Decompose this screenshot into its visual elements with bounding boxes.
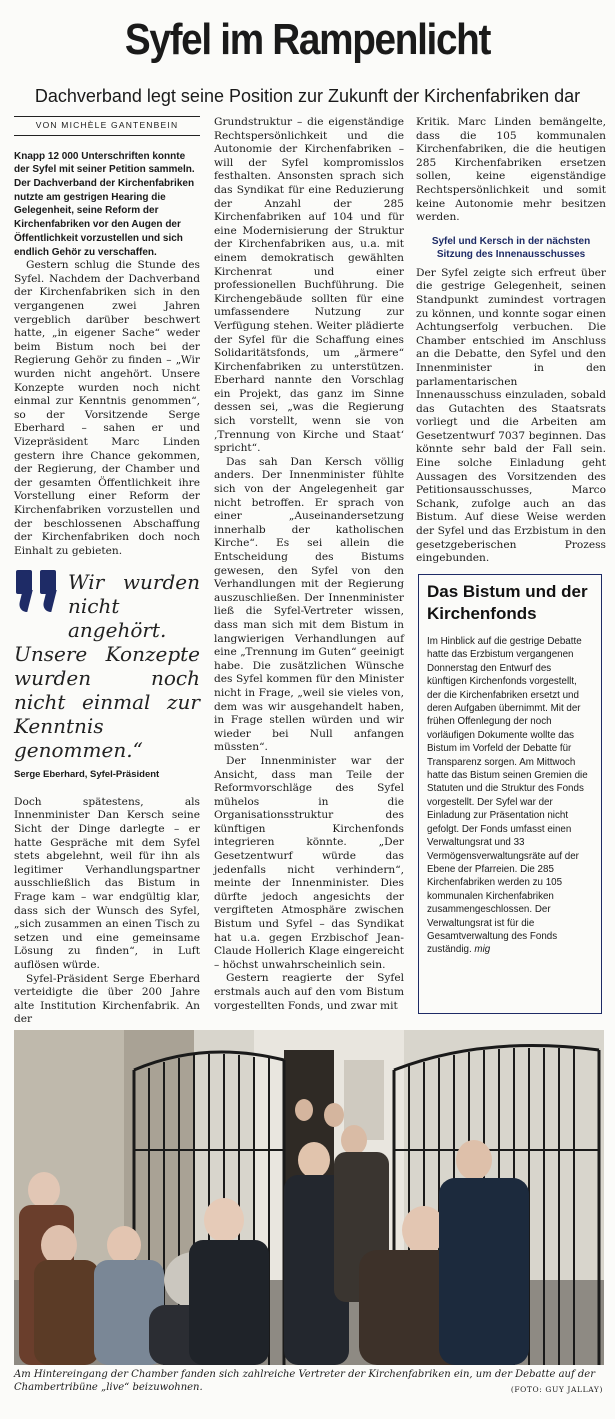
body-paragraph: Der Innenminister war der Ansicht, dass man Teile der Reformvorschläge des Syfel mühelos in die Organisationsstruktur des künftigen Kirchenfonds integrieren könnte. „Der Gesetzentwurf würde das jedenfalls nicht verhindern“, meinte der Innenminister. Dies dürfte jedoch angesichts der vergifteten Atmosphäre zwischen Bistum und Syfel – das Syndikat hat u.a. gegen Erzbischof Jean-Claude Hollerich Klage eingereicht – höchst unwahrscheinlich sein. [214, 754, 404, 971]
column-3 [416, 116, 606, 566]
author-signature: mig [474, 944, 491, 956]
column-2 [214, 116, 404, 1013]
body-paragraph: Gestern reagierte der Syfel erstmals auch auf den vom Bistum vorgestellten Fonds, und zwar mit [214, 972, 404, 1012]
byline: VON MICHÈLE GANTENBEIN [14, 116, 200, 136]
body-paragraph: Der Syfel zeigte sich erfreut über die gestrige Gelegenheit, seinen Standpunkt zumindest vortragen zu können, und konnte sogar einen Achtungserfolg verbuchen. Die Chamber entschied im Anschluss an die Debatte, den Syfel und den Innenminister in den parlamentarischen Innenausschuss einzuladen, sobald das Gutachten des Staatsrats vorliegt und die Arbeiten am Gesetzentwurf 7037 beginnen. Das könnte sehr bald der Fall sein. Eine solche Einladung geht Aussagen des Vorsitzenden des Petitionsausschusses, Marco Schank, zufolge auch an das Bistum. Auf diese Weise werden der Syfel und das Erzbistum in den gesetzgeberischen Prozess eingebunden. [416, 266, 606, 565]
intertitle: Syfel und Kersch in der nächsten Sitzung des Innenausschusses [431, 235, 591, 260]
body-paragraph: Das sah Dan Kersch völlig anders. Der Innenminister fühlte sich von der Angelegenheit gar nicht betroffen. Er sprach von einer „Auseinandersetzung innerhalb der katholischen Kirche“. Es sei allein die Entscheidung des Bistums gewesen, den Syfel von den Verhandlungen mit der Regierung auszuschließen. Der Innenminister ließ die Syfel-Vertreter wissen, dass man sich mit dem Bistum in langwierigen Verhandlungen auf eine „Trennung im Guten“ geeinigt habe. Die zusätzlichen Wünsche des Syfel kommen für den Minister nicht in Frage, „weil sie vieles von, dem was wir ausgehandelt haben, in Frage stellen würden und wir wieder bei Null anfangen müssten“. [214, 455, 404, 754]
body-paragraph: Kritik. Marc Linden bemängelte, dass die 105 kommunalen Kirchenfabriken, die die heutigen 285 Kirchenfabriken ersetzen sollen, keine eigenständige Rechtspersönlichkeit und somit keine Autonomie mehr besitzen werden. [416, 116, 606, 224]
info-box-text: Im Hinblick auf die gestrige Debatte hatte das Erzbistum vergangenen Donnerstag den Entwurf des künftigen Kirchenfonds vorgestellt, der die Kirchenfabriken ersetzt und deren Aufgaben übernimmt. Mit der frühen Offenlegung der noch vorläufigen Dokumente wollte das Bistum im Vorfeld der Debatte für Transparenz sorgen. Am Mittwoch hatte das Bistum seinen Gremien die Statuten und die Struktur des Fonds vorgestellt. Der Syfel war der Einladung zur Präsentation nicht gefolgt. Der Fonds umfasst einen Verwaltungsrat und 33 Vermögensverwaltungsräte auf der Ebene der Pfarreien. Die 285 Kirchenfabriken werden zu 105 kommunalen Kirchenfabriken zusammengeschlossen. Der Verwaltungsrat ist für die Gesamtverwaltung des Fonds zuständig. mig [427, 636, 588, 956]
photo-gate-crowd [14, 1030, 604, 1365]
news-photo [14, 1030, 604, 1365]
photo-credit: (FOTO: GUY JALLAY) [510, 1385, 603, 1394]
column-1 [14, 116, 200, 1027]
body-paragraph: Syfel-Präsident Serge Eberhard verteidigte die über 200 Jahre alte Institution Kirchenfabrik. An der [14, 972, 200, 1026]
pull-quote-text: Wir wurden nicht angehört. Unsere Konzepte wurden noch nicht einmal zur Kenntnis genommen.“ [14, 570, 200, 763]
lead-paragraph: Knapp 12 000 Unterschriften konnte der Syfel mit seiner Petition sammeln. Der Dachverband der Kirchenfabriken nutzte am gestrigen Hearing die Gelegenheit, seine Reform der Kirchenfabriken vor den Augen der Öffentlichkeit vorzustellen und sich endlich Gehör zu verschaffen. [14, 150, 195, 258]
pull-quote [14, 570, 200, 782]
pull-quote-author: Serge Eberhard, Syfel-Präsident [14, 769, 160, 781]
body-paragraph: Gestern schlug die Stunde des Syfel. Nachdem der Dachverband der Kirchenfabriken sich in den vergangenen zwei Jahren vergeblich darüber beschwert hatte, „in eigener Sache“ weder beim Bistum noch bei der Regierung Gehör zu finden – „Wir wurden nicht angehört. Unsere Konzepte wurden noch nicht einmal zur Kenntnis genommen“, so der Vorsitzende Serge Eberhard – sahen er und Vizepräsident Marc Linden gestern ihre Chance gekommen, der Regierung, der Chamber und der gesamten Öffentlichkeit ihre Vorstellung einer Reform der Kirchenfabriken vorzustellen und der beschlossenen Abschaffung der Kirchenfabriken doch noch Einhalt zu gebieten. [14, 259, 200, 557]
photo-caption: Am Hintereingang der Chamber fanden sich zahlreiche Vertreter der Kirchenfabriken ein, um der Debatte auf der Chambertribüne „live“ beizuwohnen. [14, 1369, 595, 1393]
info-box-title: Das Bistum und der Kirchenfonds [427, 582, 588, 623]
info-box [418, 574, 602, 1014]
quote-marks-icon [14, 570, 62, 620]
headline: Syfel im Rampenlicht [124, 15, 491, 64]
subheadline: Dachverband legt seine Position zur Zukunft der Kirchenfabriken dar [34, 86, 581, 106]
body-paragraph: Grundstruktur – die eigenständige Rechtspersönlichkeit und die Autonomie der Kirchenfabriken – will der Syfel kompromisslos festhalten. Ansonsten sprach sich das Syndikat für eine Reduzierung der Anzahl der 285 Kirchenfabriken auf 104 und für eine Modernisierung der Struktur der Kirchenfabriken aus, u.a. mit einem demokratisch gewählten Kirchenrat und einer professionellen Buchführung. Die Kirchengebäude sollten für eine umfassendere Nutzung zur Verfügung stehen. Weiter plädierte der Syfel für die Schaffung eines Solidaritätsfonds, um „ärmere“ Kirchenfabriken zu unterstützen. Eberhard nannte den Vorschlag ein Projekt, das ganz im Sinne dessen sei, „was die Regierung sich vorstellt, wenn sie von ‚Trennung von Kirche und Staat‘ spricht“. [214, 116, 404, 455]
body-paragraph: Doch spätestens, als Innenminister Dan Kersch seine Sicht der Dinge darlegte – er hatte Gespräche mit dem Syfel stets abgelehnt, weil für ihn als legitimer Verhandlungspartner ausschließlich das Bistum in Frage kam – war endgültig klar, dass sich der Wunsch des Syfel, „sich zusammen an einen Tisch zu setzen und eine gemeinsame Lösung zu finden“, in Luft auflösen würde. [14, 795, 200, 971]
